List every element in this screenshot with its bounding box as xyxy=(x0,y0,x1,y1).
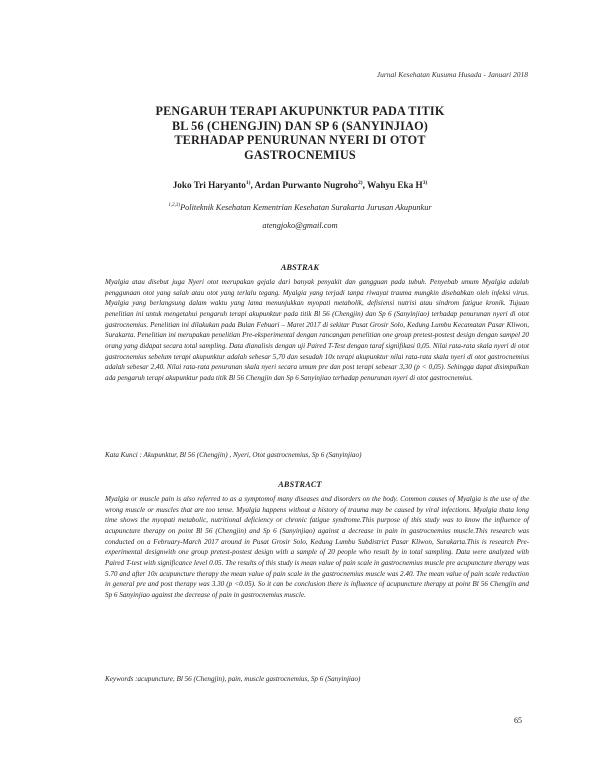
title-line: PENGARUH TERAPI AKUPUNKTUR PADA TITIK xyxy=(155,104,445,118)
keywords: Keywords :acupuncture, Bl 56 (Chengjin), pain, muscle gastrocnemius, Sp 6 (Sanyinjiao) xyxy=(105,675,361,683)
author-separator: , xyxy=(250,180,255,191)
abstrak-heading: ABSTRAK xyxy=(280,263,320,272)
title-line: GASTROCNEMIUS xyxy=(244,147,356,162)
author-affiliation-mark: 2) xyxy=(358,180,363,186)
author-name: Ardan Purwanto Nugroho xyxy=(254,180,359,191)
affiliation xyxy=(90,203,510,212)
page-number: 65 xyxy=(514,716,522,725)
title-line: BL 56 (CHENGJIN) DAN SP 6 (SANYINJIAO) xyxy=(171,118,429,133)
author-affiliation-mark: 1) xyxy=(245,180,251,186)
abstract-heading: ABSTRACT xyxy=(278,480,322,489)
kata-kunci: Kata Kunci : Akupunktur, Bl 56 (Chengjin) , Nyeri, Otot gastrocnemius, Sp 6 (Sanyinjiao) xyxy=(105,451,362,459)
paper-title xyxy=(90,104,510,162)
author-name: Joko Tri Haryanto xyxy=(172,180,246,191)
title-line: TERHADAP PENURUNAN NYERI DI OTOT xyxy=(174,133,426,148)
abstract-body: Myalgia or muscle pain is also referred to as a symptomof many diseases and disorders on the body. Common causes of Myalgia is the use of the wrong muscle or muscles that are too tense. Myalgia happens without a history of trauma may be caused by viral infections. Myalgia thata long time shows the myopati metabolic, nutritional deficiency or chronic fatigue syndrome.This purpose of this study was to know the influence of acupuncture therapy on point Bl 56 (Chengjin) and Sp 6 (Sanyinjiao) against a decrease in pain in gastrocnemius muscle.This research was conducted on a February-March 2017 around in Pusat Grosir Solo, Kedung Lumbu Subdistrict Pasar Kliwon, Surakarta.This is research Pre-experimental designwith one group pretest-postest design with a sample of 20 people who result by in total sampling. Data were analyzed with Paired T-test with significance level 0.05. The results of this study is mean value of pain scale in gastrocnemius muscle pre acupuncture therapy was 5.70 and after 10x acupuncture therapy the mean value of pain scale in the gastrocnemius muscle was 2.40. The mean value of pain scale reduction in general pre and post therapy was 3.30 (p <0.05). So it can be conclusion there is influence of acupuncture therapy at point Bl 56 Chengjin and Sp 6 Sanyinjiao against the decrease of pain in gastrocnemius muscle. xyxy=(105,495,529,599)
affiliation-text: Politeknik Kesehatan Kementrian Kesehatan Surakarta Jurusan Akupunkur xyxy=(180,203,432,212)
author-list xyxy=(90,180,510,190)
author-separator: , xyxy=(362,180,368,191)
running-head: Jurnal Kesehatan Kusuma Husada - Januari 2018 xyxy=(376,70,528,79)
author-email: atengjoko@gmail.com xyxy=(262,221,338,230)
author-affiliation-mark: 3) xyxy=(422,180,428,186)
affiliation-mark: 1,2,3) xyxy=(168,203,181,209)
abstrak-body: Myalgia atau disebut juga Nyeri otot merupakan gejala dari banyak penyakit dan gangguan pada tubuh. Penyebab umum Myalgia adalah penggunaan otot yang salah atau otot yang terlalu tegang. Myalgia yang terjadi tanpa riwayat trauma mungkin disebabkan oleh infeksi virus. Myalgia yang berlangsung dalam waktu yang lama menunjukkan myopati metabolik, defisiensi nutrisi atau sindrom fatigue kronik. Tujuan penelitian ini untuk mengetahui pengaruh terapi akupunktur pada titik Bl 56 (Chengjin) dan Sp 6 (Sanyinjiao) terhadap penurunan nyeri di otot gastrocnemius. Penelitian ini dilakukan pada Bulan Febuari – Maret 2017 di sekitar Pusat Grosir Solo, Kedung Lumbu Kecamatan Pasar Kliwon, Surakarta. Penelitian ini merupakan penelitian Pre-eksperimental dengan rancangan penelitian one group pretest-postest design dengan sampel 20 orang yang didapat secara total sampling. Data dianalisis dengan uji Paired T-Test dengan taraf signifikasi 0,05. Nilai rata-rata skala nyeri di otot gastrocnemius sebelum terapi akupunktur adalah sebesar 5,70 dan sesudah 10x terapi akupunktur nilai rata-rata skala nyeri di otot gastrocnemius adalah sebesar 2,40. Nilai rata-rata penurunan skala nyeri secara umum pre dan post terapi sebesar 3,30 (p < 0,05). Sehingga dapat disimpulkan ada pengaruh terapi akupunktur pada titik Bl 56 Chengjin dan Sp 6 Sanyinjiao terhadap penurunan nyeri di otot gastrocnemius. xyxy=(105,278,529,382)
author-name: Wahyu Eka H xyxy=(367,180,423,191)
